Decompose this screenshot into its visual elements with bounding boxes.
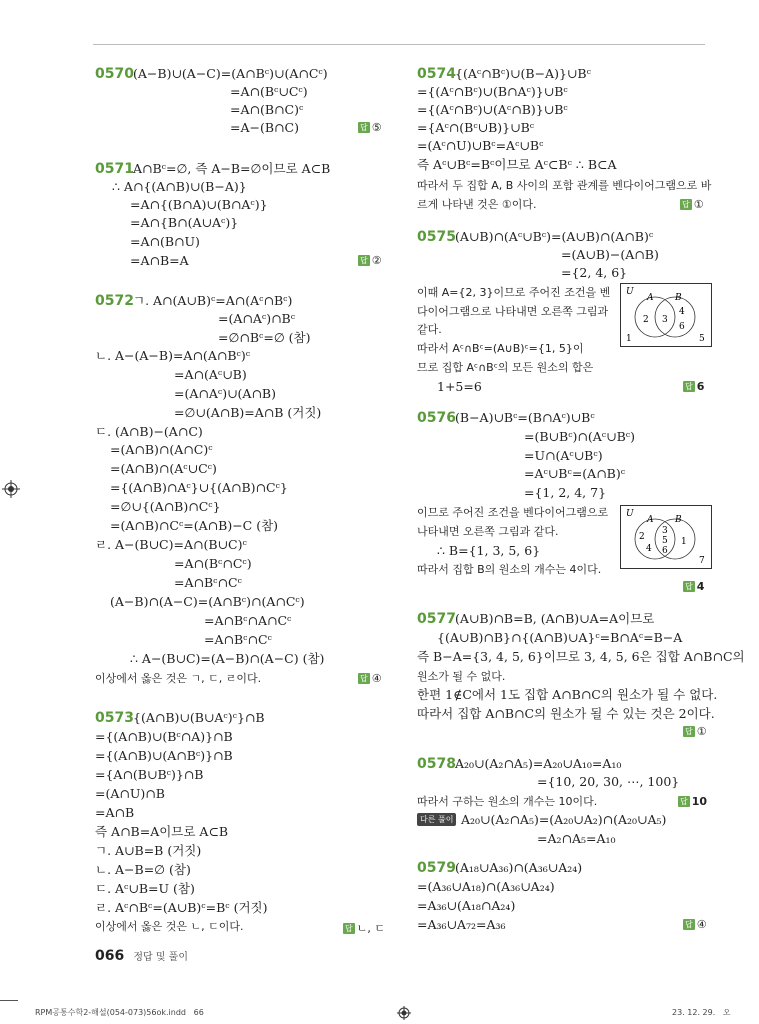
venn-diagram-0575	[620, 283, 712, 347]
problem-number: 0577	[417, 611, 456, 627]
line: 이므로 주어진 조건을 벤다이어그램으로	[417, 506, 609, 519]
line: =A∩(Bᶜ∩Cᶜ)	[174, 556, 252, 571]
line: ∴ A∩{(A∩B)∪(B−A)}	[112, 179, 247, 194]
line: {(Aᶜ∩Bᶜ)∪(B−A)}∪Bᶜ	[455, 66, 591, 81]
element: 1	[681, 537, 687, 547]
line: ={A∩(B∪Bᶜ)}∩B	[95, 767, 204, 782]
set-a-label: A	[647, 293, 654, 303]
line: ㄹ. A−(B∪C)=A∩(B∪C)ᶜ	[95, 537, 247, 552]
line: ㄹ. Aᶜ∩Bᶜ=(A∪B)ᶜ=Bᶜ (거짓)	[95, 900, 268, 915]
line: =(A∩B)∩(Aᶜ∪Cᶜ)	[110, 461, 217, 476]
registration-mark	[2, 480, 20, 502]
line: A₂₀∪(A₂∩A₅)=A₂₀∪A₁₀=A₁₀	[455, 756, 622, 771]
element: 2	[639, 532, 645, 542]
line: 나타내면 오른쪽 그림과 같다.	[417, 525, 559, 538]
line: =A∩B	[95, 805, 135, 820]
line: ={1, 2, 4, 7}	[524, 485, 607, 500]
line: =∅∪(A∩B)=A∩B (거짓)	[174, 405, 322, 420]
date-info: 23. 12. 29. 오	[672, 1008, 731, 1017]
problem-number: 0570	[95, 66, 134, 82]
line: =A₂∩A₅=A₁₀	[537, 831, 616, 846]
line: 따라서 Aᶜ∩Bᶜ=(A∪B)ᶜ={1, 5}이	[417, 342, 584, 355]
answer: 답 4	[685, 580, 705, 593]
problem-number: 0572	[95, 293, 134, 309]
line: {(A∩B)∪(B∪Aᶜ)ᶜ}∩B	[133, 710, 265, 725]
answer: 답 ④	[685, 918, 707, 931]
line: ㄱ. A∪B=B (거짓)	[95, 843, 202, 858]
line: 한편 1∉C에서 1도 집합 A∩B∩C의 원소가 될 수 없다.	[417, 687, 718, 702]
line: A∩Bᶜ=∅, 즉 A−B=∅이므로 A⊂B	[133, 161, 331, 176]
element: 1	[626, 334, 632, 344]
line: =(B∪Bᶜ)∩(Aᶜ∪Bᶜ)	[524, 429, 635, 444]
alt-solution-badge: 다른 풀이	[417, 813, 456, 826]
line: =A∩(Bᶜ∪Cᶜ)	[230, 84, 308, 99]
element: 2	[643, 315, 649, 325]
universe-label: U	[626, 509, 634, 519]
element: 4	[679, 307, 685, 317]
line: =U∩(Aᶜ∪Bᶜ)	[524, 448, 603, 463]
set-a-label: A	[647, 515, 654, 525]
line: ㄷ. (A∩B)−(A∩C)	[95, 424, 203, 439]
file-info: RPM공통수학2-해설(054-073)56ok.indd 66	[35, 1008, 204, 1017]
answer: 답 ②	[360, 254, 382, 267]
problem-number: 0575	[417, 229, 456, 245]
line: ∴ B={1, 3, 5, 6}	[437, 543, 541, 558]
answer: 답 6	[685, 380, 705, 393]
problem-number: 0576	[417, 410, 456, 426]
answer: 답 ㄴ, ㄷ	[345, 922, 385, 935]
line: =(A∩B)∩Cᶜ=(A∩B)−C (참)	[110, 518, 279, 533]
line: ={10, 20, 30, ⋯, 100}	[537, 774, 680, 789]
line: 이상에서 옳은 것은 ㄱ, ㄷ, ㄹ이다.	[95, 672, 262, 685]
line: =A∩Bᶜ∩Cᶜ	[204, 632, 272, 647]
line: =A∩{B∩(A∪Aᶜ)}	[130, 215, 239, 230]
line: 따라서 두 집합 A, B 사이의 포함 관계를 벤다이어그램으로 바	[417, 179, 712, 192]
page-footer	[95, 945, 188, 964]
line: 다이어그램으로 나타내면 오른쪽 그림과	[417, 305, 609, 318]
line: =A∩B=A	[130, 253, 189, 268]
set-b-label: B	[675, 515, 682, 525]
line: (A₁₈∪A₃₆)∩(A₃₆∪A₂₄)	[455, 860, 583, 875]
line: 따라서 집합 B의 원소의 개수는 4이다.	[417, 563, 602, 576]
line: ㄴ. A−B=∅ (참)	[95, 862, 191, 877]
line: 1+5=6	[437, 379, 482, 394]
line: =(A₃₆∪A₁₈)∩(A₃₆∪A₂₄)	[417, 879, 555, 894]
element: 6	[679, 322, 685, 332]
answer: 답 ①	[685, 725, 707, 738]
element: 7	[699, 556, 705, 566]
line: 따라서 집합 A∩B∩C의 원소가 될 수 있는 것은 2이다.	[417, 706, 715, 721]
top-rule	[93, 44, 705, 45]
line: ㄴ. A−(A−B)=A∩(A∩Bᶜ)ᶜ	[95, 348, 251, 363]
line: ∴ A−(B∪C)=(A−B)∩(A−C) (참)	[130, 651, 325, 666]
line: =(A∩B)∩(A∩C)ᶜ	[110, 442, 213, 457]
line: ={(A∩B)∪(Bᶜ∩A)}∩B	[95, 729, 233, 744]
line: =A₃₆∪A₇₂=A₃₆	[417, 917, 506, 932]
venn-diagram-0576	[620, 505, 712, 569]
answer: 답 ⑤	[360, 121, 382, 134]
line: =(A∩Aᶜ)∩Bᶜ	[218, 311, 296, 326]
answer: 답 ①	[682, 198, 704, 211]
line: =∅∩Bᶜ=∅ (참)	[218, 330, 311, 345]
line: ㄱ. A∩(A∪B)ᶜ=A∩(Aᶜ∩Bᶜ)	[133, 293, 293, 308]
line: A₂₀∪(A₂∩A₅)=(A₂₀∪A₂)∩(A₂₀∪A₅)	[461, 812, 667, 827]
line: 즉 A∩B=A이므로 A⊂B	[95, 824, 229, 839]
line: (A−B)∩(A−C)=(A∩Bᶜ)∩(A∩Cᶜ)	[110, 594, 305, 609]
line: 즉 Aᶜ∪Bᶜ=Bᶜ이므로 Aᶜ⊂Bᶜ ∴ B⊂A	[417, 157, 617, 172]
line: =A∩(Aᶜ∪B)	[174, 367, 247, 382]
answer: 답 ④	[360, 672, 382, 685]
problem-number: 0574	[417, 66, 456, 82]
line: 따라서 구하는 원소의 개수는 10이다.	[417, 795, 598, 808]
problem-number: 0579	[417, 860, 456, 876]
line: =A∩{(B∩A)∪(B∩Aᶜ)}	[130, 197, 268, 212]
line: =Aᶜ∪Bᶜ=(A∩B)ᶜ	[524, 466, 626, 481]
line: ={(Aᶜ∩Bᶜ)∪(Aᶜ∩B)}∪Bᶜ	[417, 102, 568, 117]
line: ={2, 4, 6}	[561, 265, 628, 280]
line: 즉 B−A={3, 4, 5, 6}이므로 3, 4, 5, 6은 집합 A∩B∩C의	[417, 649, 745, 664]
problem-number: 0573	[95, 710, 134, 726]
line: =A₃₆∪(A₁₈∩A₂₄)	[417, 898, 516, 913]
line: =(A∪B)−(A∩B)	[561, 247, 659, 262]
line: {(A∪B)∩B}∩{(A∩B)∪A}ᶜ=B∩Aᶜ=B−A	[437, 630, 683, 645]
element: 5	[662, 536, 668, 546]
line: 이상에서 옳은 것은 ㄴ, ㄷ이다.	[95, 920, 244, 933]
line: 이때 A={2, 3}이므로 주어진 조건을 벤	[417, 286, 611, 299]
line: 원소가 될 수 없다.	[417, 670, 506, 683]
line: ㄷ. Aᶜ∪B=U (참)	[95, 881, 195, 896]
answer: 답 10	[680, 795, 708, 808]
line: (A∪B)∩(Aᶜ∪Bᶜ)=(A∪B)∩(A∩B)ᶜ	[455, 229, 654, 244]
line: =(A∩U)∩B	[95, 786, 165, 801]
line: =A∩Bᶜ∩A∩Cᶜ	[204, 613, 292, 628]
line: (B−A)∪Bᶜ=(B∩Aᶜ)∪Bᶜ	[455, 410, 595, 425]
line: ={(A∩B)∩Aᶜ}∪{(A∩B)∩Cᶜ}	[110, 480, 288, 495]
element: 3	[662, 315, 668, 325]
element: 3	[662, 526, 668, 536]
registration-mark-bottom	[397, 1005, 411, 1024]
line: =(Aᶜ∩U)∪Bᶜ=Aᶜ∪Bᶜ	[417, 138, 544, 153]
element: 5	[699, 334, 705, 344]
element: 4	[646, 544, 652, 554]
line: (A−B)∪(A−C)=(A∩Bᶜ)∪(A∩Cᶜ)	[133, 66, 328, 81]
page-number: 066	[95, 948, 125, 964]
line: 므로 집합 Aᶜ∩Bᶜ의 모든 원소의 합은	[417, 361, 594, 374]
section-label: 정답 및 풀이	[133, 952, 188, 963]
problem-number: 0571	[95, 161, 134, 177]
line: ={(Aᶜ∩Bᶜ)∪(B∩Aᶜ)}∪Bᶜ	[417, 84, 568, 99]
element: 6	[662, 546, 668, 556]
line: =∅∪{(A∩B)∩Cᶜ}	[110, 499, 221, 514]
line: =A∩(B∩C)ᶜ	[230, 102, 304, 117]
set-b-label: B	[675, 293, 682, 303]
line: =A∩(B∩U)	[130, 234, 200, 249]
line: (A∪B)∩B=B, (A∩B)∪A=A이므로	[455, 611, 655, 626]
line: =A−(B∩C)	[230, 120, 299, 135]
line: =A∩Bᶜ∩Cᶜ	[174, 575, 242, 590]
line: ={Aᶜ∩(Bᶜ∪B)}∪Bᶜ	[417, 120, 535, 135]
line: ={(A∩B)∪(A∩Bᶜ)}∩B	[95, 748, 233, 763]
line: =(A∩Aᶜ)∪(A∩B)	[174, 386, 276, 401]
line: 르게 나타낸 것은 ①이다.	[417, 198, 537, 211]
line: 같다.	[417, 323, 442, 336]
crop-line-left	[0, 1000, 18, 1001]
universe-label: U	[626, 287, 634, 297]
problem-number: 0578	[417, 756, 456, 772]
